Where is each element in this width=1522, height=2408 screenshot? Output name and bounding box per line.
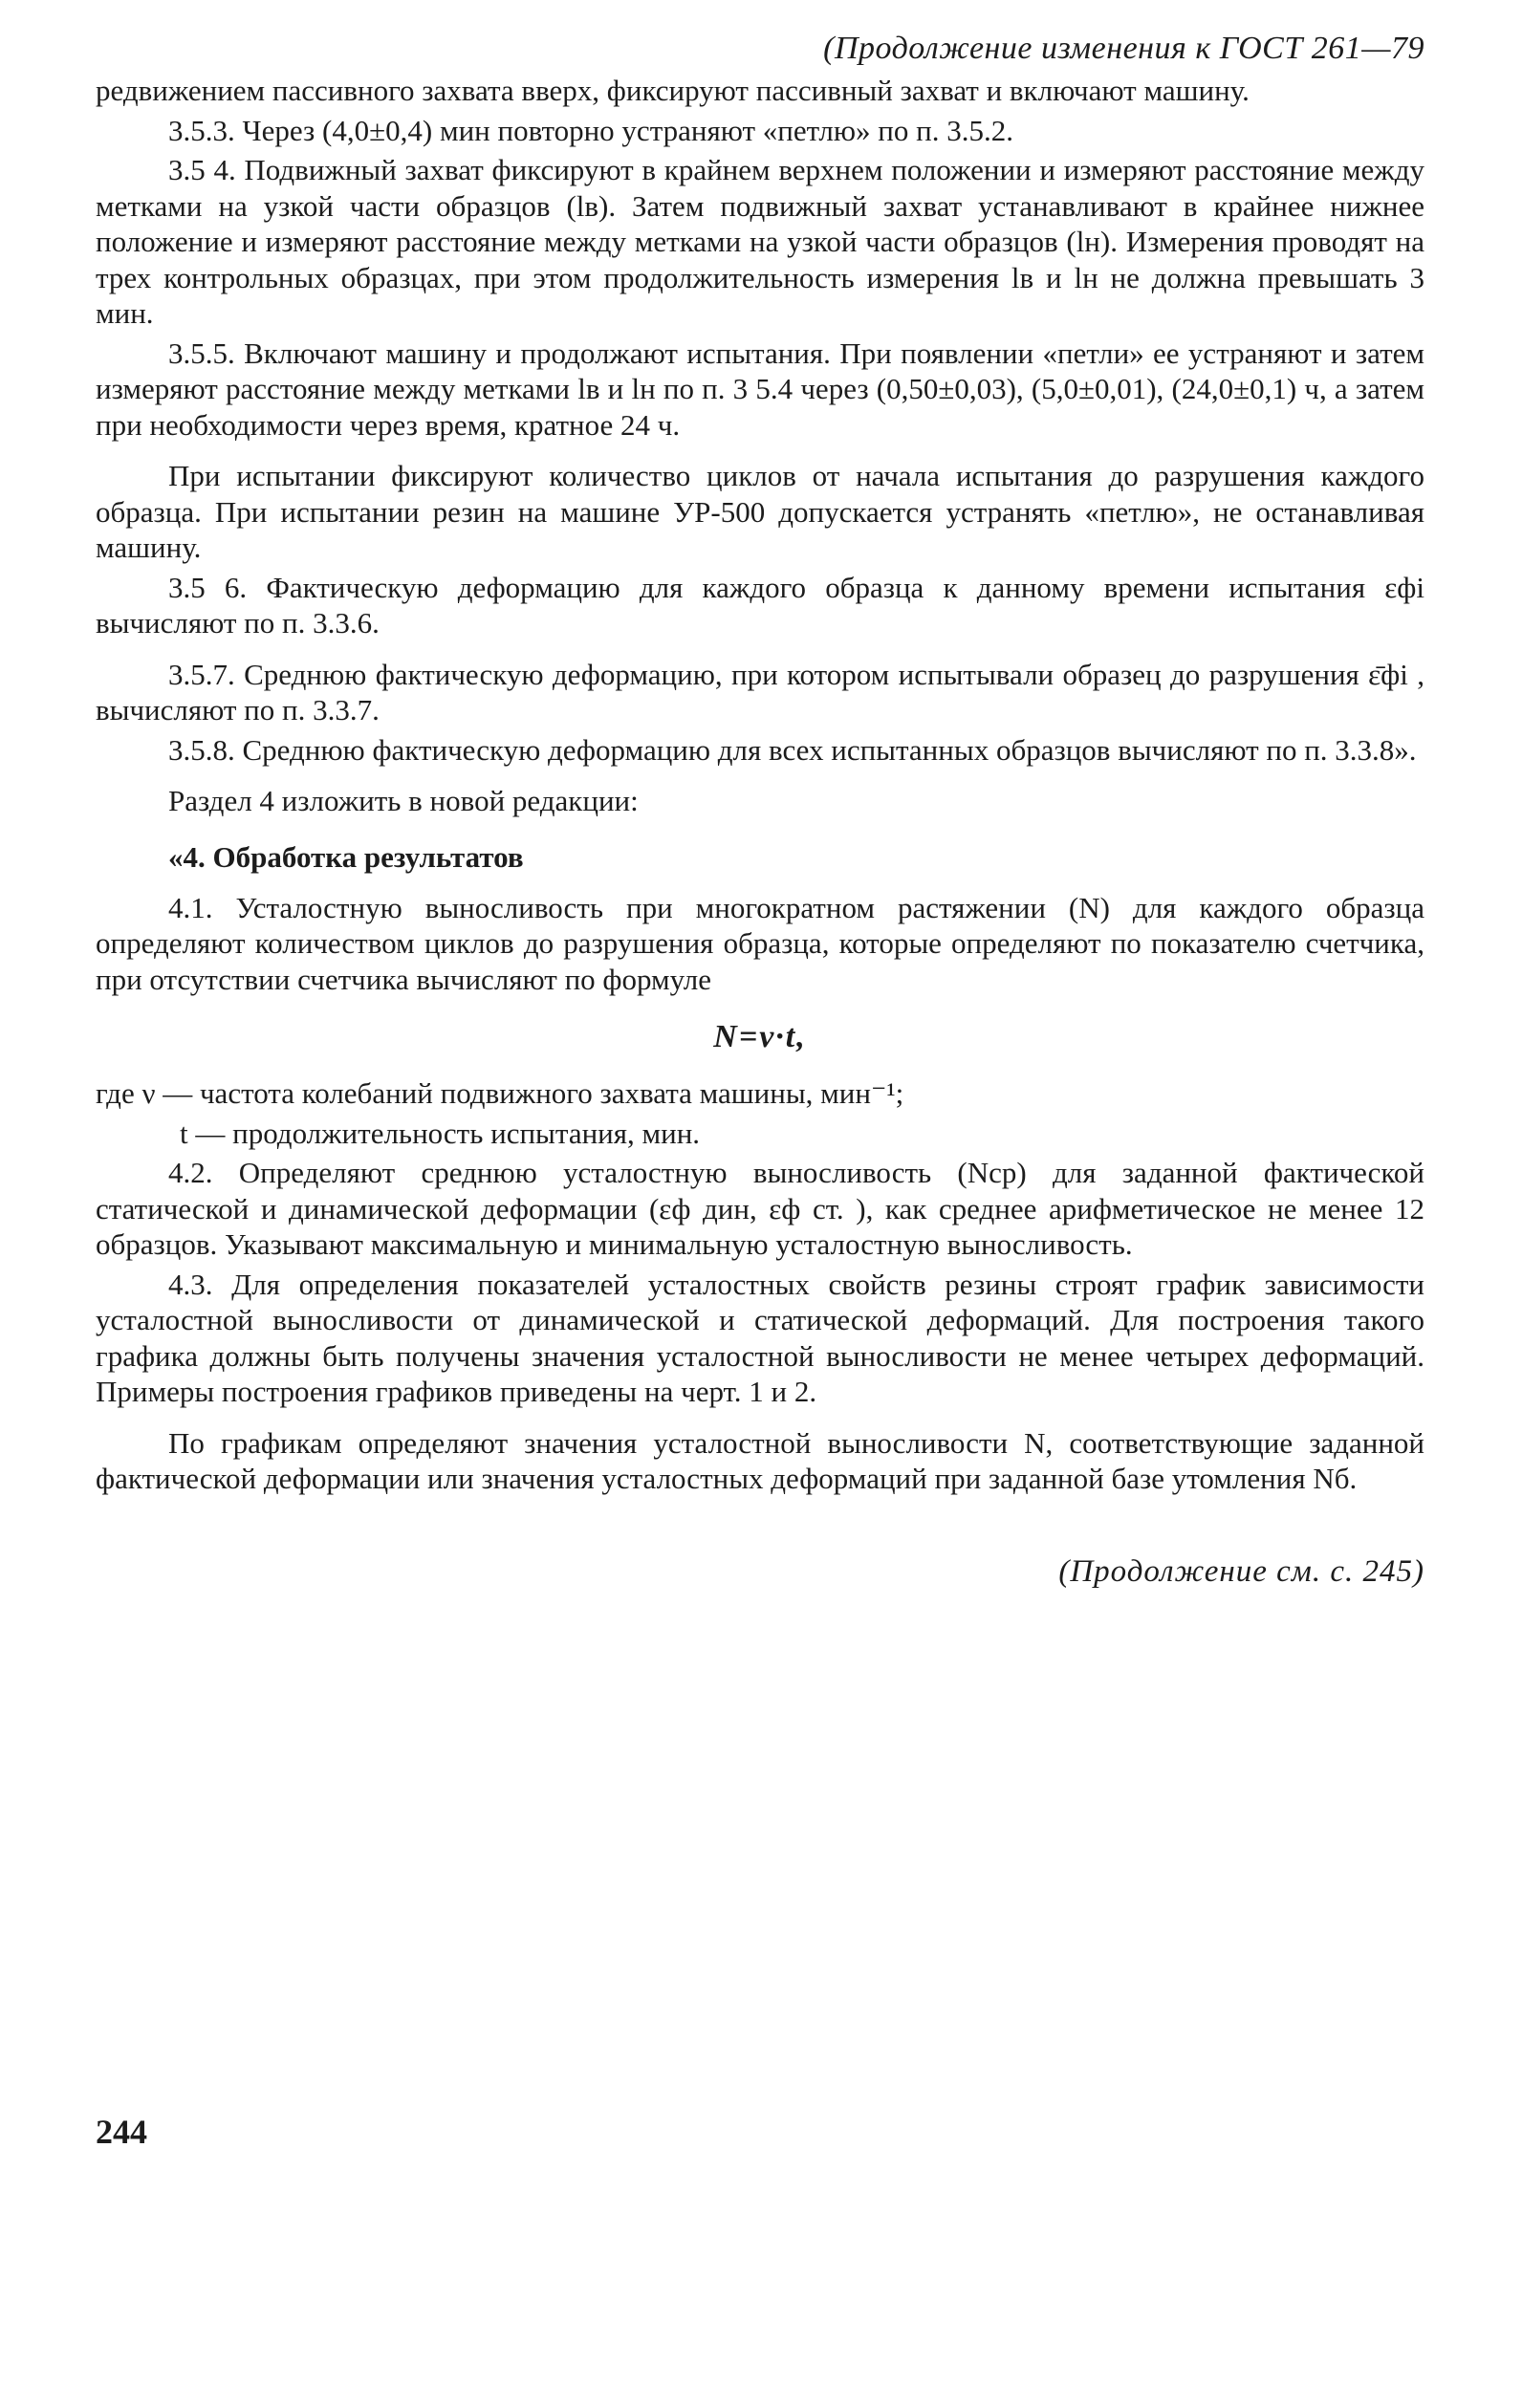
running-header: (Продолжение изменения к ГОСТ 261—79 — [823, 31, 1424, 66]
paragraph-3-5-5: 3.5.5. Включают машину и продолжают испытания. При появлении «петли» ее устраняют и затем измеряют расстояние между метками lв и lн по п. 3 5.4 через (0,50±0,03), (5,0±0,01), (24,0±0,1) ч, а затем при необходимости через время, кратное 24 ч. — [96, 336, 1424, 442]
page-number: 244 — [96, 2113, 147, 2151]
paragraph-3-5-4: 3.5 4. Подвижный захват фиксируют в крайнем верхнем положении и измеряют расстояние между метками на узкой части образцов (lв). Затем подвижный захват устанавливают в крайнее нижнее положение и измеряют расстояние между метками на узкой части образцов (lн). Измерения проводят на трех контрольных образцах, при этом продолжительность измерения lв и lн не должна превышать 3 мин. — [96, 153, 1424, 330]
continuation-note: (Продолжение см. с. 245) — [1058, 1553, 1424, 1589]
paragraph-3-5-7: 3.5.7. Среднюю фактическую деформацию, при котором испытывали образец до разрушения ε̄фi , вычисляют по п. 3.3.7. — [96, 657, 1424, 727]
paragraph-4-3: 4.3. Для определения показателей усталостных свойств резины строят график зависимости усталостной выносливости от динамической и статической деформаций. Для построения такого графика должны быть получены значения усталостной выносливости не менее четырех деформаций. Примеры построения графиков приведены на черт. 1 и 2. — [96, 1267, 1424, 1408]
paragraph-3-5-3: 3.5.3. Через (4,0±0,4) мин повторно устраняют «петлю» по п. 3.5.2. — [168, 113, 1013, 147]
paragraph-4-2: 4.2. Определяют среднюю усталостную выносливость (Nср) для заданной фактической статической и динамической деформации (εф дин, εф ст. ), как среднее арифметическое не менее 12 образцов. Указывают максимальную и минимальную усталостную выносливость. — [96, 1156, 1424, 1261]
formula-where-nu: где ν — частота колебаний подвижного захвата машины, мин⁻¹; — [96, 1076, 904, 1110]
document-page — [96, 29, 1424, 1591]
paragraph-continuation: редвижением пассивного захвата вверх, фиксируют пассивный захват и включают машину. — [96, 74, 1250, 107]
paragraph-3-5-8: 3.5.8. Среднюю фактическую деформацию для всех испытанных образцов вычисляют по п. 3.3.8». — [168, 732, 1417, 767]
paragraph-section4-intro: Раздел 4 изложить в новой редакции: — [168, 784, 639, 817]
section-4-heading: «4. Обработка результатов — [168, 839, 524, 874]
paragraph-3-5-6: 3.5 6. Фактическую деформацию для каждого образца к данному времени испытания εфi вычисляют по п. 3.3.6. — [96, 570, 1424, 640]
paragraph-3-5-5-cont: При испытании фиксируют количество циклов от начала испытания до разрушения каждого образца. При испытании резин на машине УР-500 допускается устранять «петлю», не останавливая машину. — [96, 459, 1424, 564]
formula-n: N=ν·t, — [713, 1019, 807, 1054]
paragraph-4-3-cont: По графикам определяют значения усталостной выносливости N, соответствующие заданной фактической деформации или значения усталостных деформаций при заданной базе утомления Nб. — [96, 1425, 1424, 1495]
paragraph-4-1: 4.1. Усталостную выносливость при многократном растяжении (N) для каждого образца определяют количеством циклов до разрушения образца, которые определяют по показателю счетчика, при отсутствии счетчика вычисляют по формуле — [96, 890, 1424, 996]
formula-where-t: t — продолжительность испытания, мин. — [180, 1116, 701, 1150]
